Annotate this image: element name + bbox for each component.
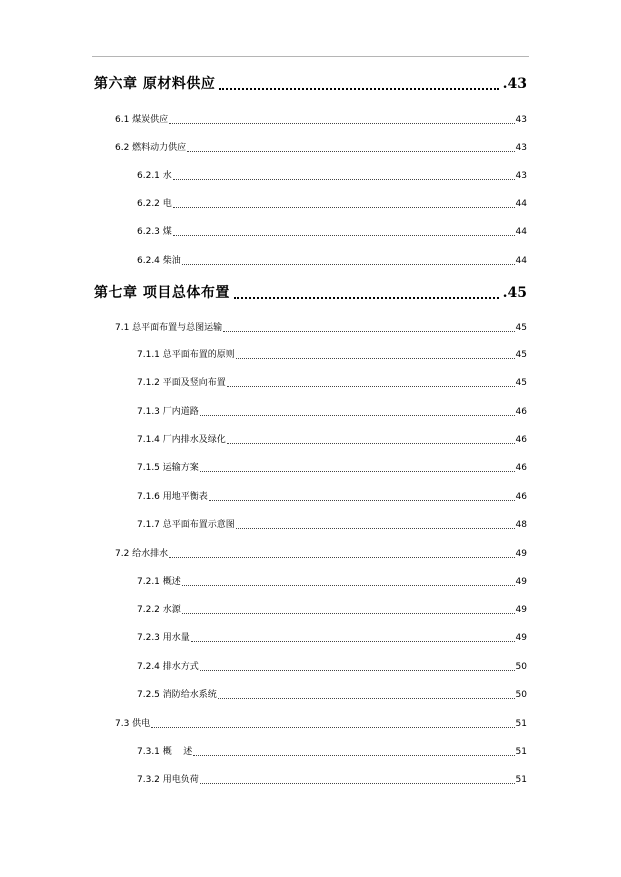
toc-entry-label: 7.2 给水排水 [115, 549, 169, 559]
toc-entry-label: 6.2.3 煤 [137, 227, 172, 237]
toc-page-number: 50 [515, 690, 527, 700]
toc-entry-chapter-7[interactable] [94, 283, 527, 303]
toc-leader-dots [151, 719, 514, 728]
toc-page-number: 49 [515, 577, 527, 587]
toc-page-number: 45 [515, 350, 527, 360]
toc-entry-7-3[interactable] [115, 718, 527, 730]
toc-page-number: 44 [515, 227, 527, 237]
toc-entry-label: 第七章 项目总体布置 [94, 285, 230, 301]
toc-page-number: 43 [515, 143, 527, 153]
toc-leader-dots [218, 690, 515, 699]
toc-page-number: 49 [515, 633, 527, 643]
toc-entry-6-2-4[interactable] [137, 255, 527, 267]
toc-entry-label: 6.2.1 水 [137, 171, 172, 181]
toc-page-number: 44 [515, 199, 527, 209]
toc-entry-label: 7.2.5 消防给水系统 [137, 690, 217, 700]
toc-page-number: 51 [515, 747, 527, 757]
toc-leader-dots [200, 662, 515, 671]
toc-page-number: 49 [515, 549, 527, 559]
toc-entry-label: 7.2.2 水源 [137, 605, 181, 615]
toc-entry-7-1-5[interactable] [137, 462, 527, 474]
toc-entry-7-1-2[interactable] [137, 377, 527, 389]
toc-page-number: 46 [515, 435, 527, 445]
toc-entry-label: 7.3.2 用电负荷 [137, 775, 199, 785]
toc-entry-label: 7.1.3 厂内道路 [137, 407, 199, 417]
toc-page-number: 45 [515, 323, 527, 333]
toc-page-number: 50 [515, 662, 527, 672]
toc-leader-dots [200, 407, 515, 416]
toc-entry-7-2-2[interactable] [137, 604, 527, 616]
toc-page-number: 43 [515, 115, 527, 125]
toc-leader-dots [223, 323, 514, 332]
toc-entry-7-1-6[interactable] [137, 491, 527, 503]
toc-leader-dots [169, 115, 514, 124]
toc-leader-dots [227, 378, 515, 387]
toc-entry-7-1-3[interactable] [137, 406, 527, 418]
toc-page-number: 44 [515, 256, 527, 266]
toc-leader-dots [200, 775, 515, 784]
toc-leader-dots [182, 605, 515, 614]
toc-leader-dots [182, 577, 515, 586]
toc-page-number: 48 [515, 520, 527, 530]
toc-leader-dots [236, 520, 515, 529]
toc-entry-label: 7.1.4 厂内排水及绿化 [137, 435, 226, 445]
toc-leader-dots [227, 435, 515, 444]
toc-entry-label: 7.2.3 用水量 [137, 633, 190, 643]
toc-page-number: 49 [515, 605, 527, 615]
toc-entry-label: 7.3.1 概 述 [137, 747, 193, 757]
toc-entry-7-1-1[interactable] [137, 349, 527, 361]
toc-entry-label: 7.1.6 用地平衡表 [137, 492, 208, 502]
toc-entry-6-2-1[interactable] [137, 170, 527, 182]
toc-entry-6-2-2[interactable] [137, 198, 527, 210]
toc-entry-label: 7.2.4 排水方式 [137, 662, 199, 672]
toc-entry-7-1-4[interactable] [137, 434, 527, 446]
toc-entry-7-3-2[interactable] [137, 774, 527, 786]
toc-entry-label: 7.1.2 平面及竖向布置 [137, 378, 226, 388]
toc-page-number: 46 [515, 407, 527, 417]
toc-entry-7-2-5[interactable] [137, 689, 527, 701]
toc-page-number: 51 [515, 719, 527, 729]
toc-entry-7-2[interactable] [115, 548, 527, 560]
toc-page-number: .43 [502, 76, 527, 92]
toc-entry-6-2-3[interactable] [137, 226, 527, 238]
toc-entry-label: 6.2.4 柴油 [137, 256, 181, 266]
toc-entry-label: 7.2.1 概述 [137, 577, 181, 587]
toc-leader-dots [219, 74, 498, 90]
toc-leader-dots [173, 199, 515, 208]
toc-page-number: 43 [515, 171, 527, 181]
toc-page-number: 46 [515, 463, 527, 473]
toc-leader-dots [173, 227, 515, 236]
toc-entry-label: 6.2 燃料动力供应 [115, 143, 187, 153]
toc-entry-label: 7.1.1 总平面布置的原则 [137, 350, 235, 360]
toc-entry-7-2-4[interactable] [137, 661, 527, 673]
toc-entry-7-2-3[interactable] [137, 632, 527, 644]
toc-leader-dots [187, 143, 514, 152]
toc-entry-6-1[interactable] [115, 114, 527, 126]
toc-entry-label: 7.1 总平面布置与总图运输 [115, 323, 223, 333]
toc-entry-label: 7.1.7 总平面布置示意图 [137, 520, 235, 530]
toc-entry-chapter-6[interactable] [94, 74, 527, 94]
toc-entry-label: 7.3 供电 [115, 719, 151, 729]
toc-entry-6-2[interactable] [115, 142, 527, 154]
toc-page-number: .45 [502, 285, 527, 301]
toc-leader-dots [182, 256, 515, 265]
toc-entry-7-2-1[interactable] [137, 576, 527, 588]
toc-entry-label: 6.2.2 电 [137, 199, 172, 209]
toc-entry-7-1-7[interactable] [137, 519, 527, 531]
toc-leader-dots [169, 549, 514, 558]
toc-entry-7-1[interactable] [115, 322, 527, 334]
toc-page-number: 45 [515, 378, 527, 388]
toc-entry-7-3-1[interactable] [137, 746, 527, 758]
toc-leader-dots [173, 171, 515, 180]
toc-leader-dots [209, 492, 515, 501]
toc-page-number: 46 [515, 492, 527, 502]
toc-entry-label: 7.1.5 运输方案 [137, 463, 199, 473]
toc-leader-dots [236, 350, 515, 359]
toc-leader-dots [193, 747, 514, 756]
toc-entry-label: 第六章 原材料供应 [94, 76, 216, 92]
toc-entry-label: 6.1 煤炭供应 [115, 115, 169, 125]
toc-leader-dots [200, 463, 515, 472]
toc-leader-dots [191, 633, 515, 642]
toc-leader-dots [234, 283, 499, 299]
toc-page-number: 51 [515, 775, 527, 785]
